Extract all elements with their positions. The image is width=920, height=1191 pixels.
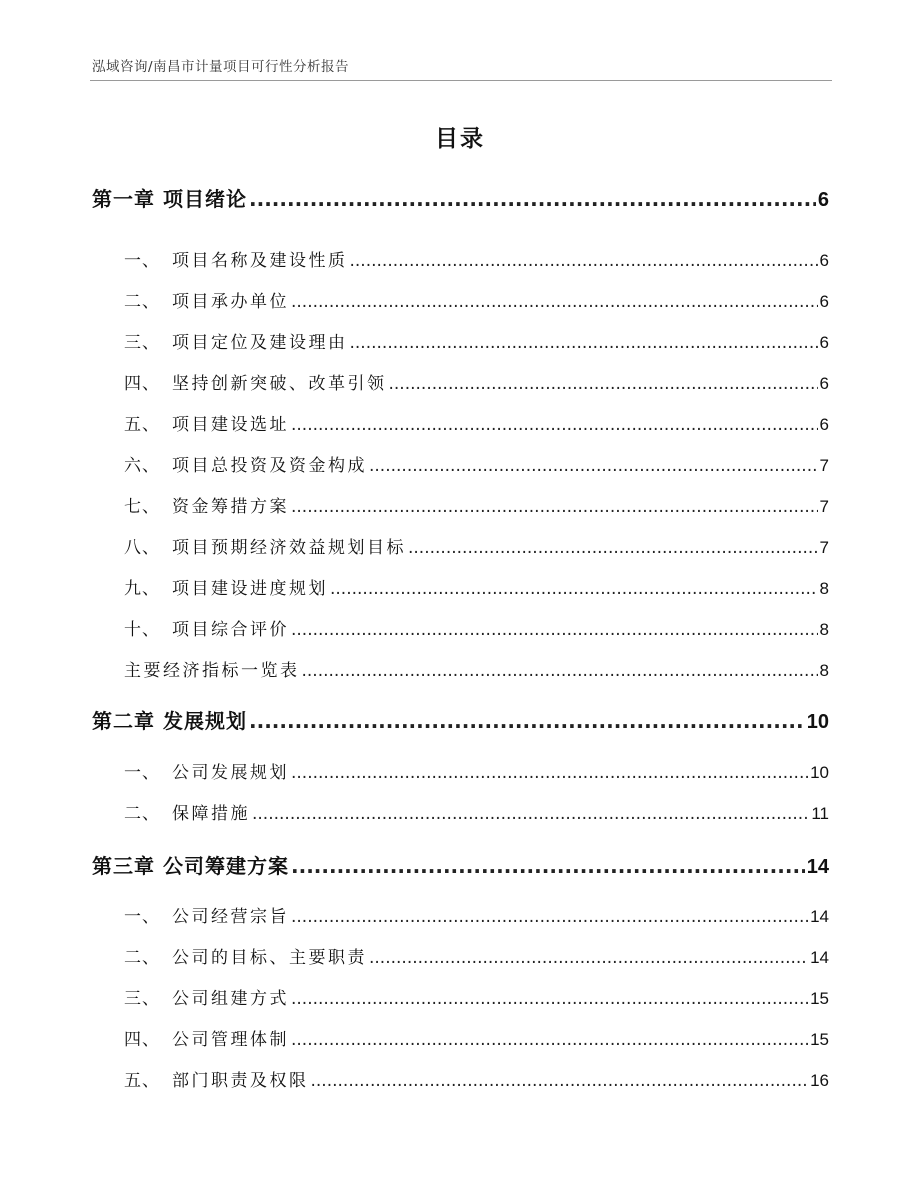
running-header: 泓域咨询/南昌市计量项目可行性分析报告	[92, 59, 350, 75]
toc-page-number: 15	[810, 989, 829, 1008]
toc-section-entry[interactable]	[92, 533, 829, 557]
toc-section-entry[interactable]	[92, 943, 829, 967]
toc-dot-leader	[291, 620, 818, 640]
toc-entry-label: 公司筹建方案	[163, 854, 289, 878]
toc-entry-label: 项目承办单位	[172, 292, 289, 312]
toc-dot-leader	[291, 763, 808, 783]
toc-chapter-entry[interactable]	[92, 705, 829, 733]
toc-page-number: 6	[819, 333, 829, 352]
toc-section-entry[interactable]	[92, 246, 829, 270]
toc-entry-number: 九、	[124, 579, 160, 599]
toc-section-entry[interactable]	[92, 451, 829, 475]
toc-dot-leader	[311, 1071, 809, 1091]
toc-entry-number: 五、	[124, 1071, 160, 1091]
toc-entry-label: 公司经营宗旨	[172, 907, 289, 927]
toc-dot-leader	[291, 989, 808, 1009]
toc-entry-number: 十、	[124, 620, 160, 640]
toc-dot-leader	[369, 948, 808, 968]
toc-entry-number: 第三章	[92, 854, 155, 878]
toc-page-number: 14	[810, 948, 829, 967]
toc-page-number: 14	[806, 856, 829, 878]
toc-entry-number: 三、	[124, 333, 160, 353]
toc-entry-label: 项目名称及建设性质	[172, 251, 348, 271]
toc-entry-label: 公司组建方式	[172, 989, 289, 1009]
toc-entry-number: 二、	[124, 292, 160, 312]
toc-dot-leader	[291, 292, 818, 312]
toc-entry-label: 项目综合评价	[172, 620, 289, 640]
toc-dot-leader	[408, 538, 818, 558]
toc-entry-number: 七、	[124, 497, 160, 517]
toc-entry-number: 二、	[124, 804, 160, 824]
toc-entry-label: 公司管理体制	[172, 1030, 289, 1050]
toc-entry-label: 发展规划	[163, 709, 247, 733]
toc-section-entry[interactable]	[92, 410, 829, 434]
toc-page-number: 10	[806, 711, 829, 733]
toc-entry-number: 六、	[124, 456, 160, 476]
toc-page-number: 8	[819, 620, 829, 639]
toc-entry-label: 公司发展规划	[172, 763, 289, 783]
toc-entry-label: 项目定位及建设理由	[172, 333, 348, 353]
toc-title: 目录	[435, 126, 485, 152]
toc-page-number: 14	[810, 907, 829, 926]
toc-section-entry[interactable]	[92, 984, 829, 1008]
toc-section-entry[interactable]	[92, 1025, 829, 1049]
toc-entry-number: 八、	[124, 538, 160, 558]
toc-entry-number: 四、	[124, 1030, 160, 1050]
table-of-contents	[92, 0, 829, 1191]
toc-page-number: 8	[819, 579, 829, 598]
toc-entry-number: 二、	[124, 948, 160, 968]
toc-section-entry[interactable]	[92, 799, 829, 823]
toc-entry-label: 项目预期经济效益规划目标	[172, 538, 406, 558]
toc-entry-number: 第一章	[92, 187, 155, 211]
toc-dot-leader	[350, 251, 818, 271]
toc-page-number: 6	[819, 415, 829, 434]
toc-dot-leader	[350, 333, 818, 353]
toc-dot-leader	[291, 854, 805, 878]
toc-dot-leader	[291, 1030, 808, 1050]
toc-chapter-entry[interactable]	[92, 850, 829, 878]
toc-page-number: 8	[819, 661, 829, 680]
toc-dot-leader	[291, 497, 818, 517]
toc-entry-label: 项目绪论	[163, 187, 247, 211]
toc-dot-leader	[302, 661, 818, 681]
toc-page-number: 15	[810, 1030, 829, 1049]
toc-entry-label: 保障措施	[172, 804, 250, 824]
toc-entry-label: 项目建设进度规划	[172, 579, 328, 599]
toc-section-entry[interactable]	[92, 1066, 829, 1090]
toc-dot-leader	[389, 374, 818, 394]
toc-section-entry[interactable]	[92, 369, 829, 393]
toc-dot-leader	[291, 907, 808, 927]
toc-page-number: 6	[817, 189, 829, 211]
toc-entry-number: 五、	[124, 415, 160, 435]
toc-entry-label: 坚持创新突破、改革引领	[172, 374, 387, 394]
toc-entry-number: 三、	[124, 989, 160, 1009]
toc-page-number: 7	[819, 497, 829, 516]
toc-entry-label: 部门职责及权限	[172, 1071, 309, 1091]
toc-section-entry[interactable]	[92, 615, 829, 639]
toc-page-number: 16	[810, 1071, 829, 1090]
toc-entry-label: 项目建设选址	[172, 415, 289, 435]
toc-section-entry[interactable]	[92, 574, 829, 598]
toc-dot-leader	[369, 456, 818, 476]
toc-entry-label: 主要经济指标一览表	[124, 661, 300, 681]
toc-dot-leader	[249, 709, 805, 733]
toc-entry-label: 资金筹措方案	[172, 497, 289, 517]
toc-page-number: 6	[819, 374, 829, 393]
toc-entry-number: 一、	[124, 907, 160, 927]
toc-section-entry[interactable]	[92, 492, 829, 516]
toc-section-entry[interactable]	[92, 656, 829, 680]
toc-page-number: 7	[819, 538, 829, 557]
toc-section-entry[interactable]	[92, 287, 829, 311]
toc-dot-leader	[330, 579, 818, 599]
toc-dot-leader	[291, 415, 818, 435]
toc-section-entry[interactable]	[92, 758, 829, 782]
toc-entry-number: 一、	[124, 763, 160, 783]
toc-section-entry[interactable]	[92, 328, 829, 352]
toc-entry-label: 公司的目标、主要职责	[172, 948, 367, 968]
toc-dot-leader	[252, 804, 809, 824]
toc-entry-number: 一、	[124, 251, 160, 271]
toc-page-number: 6	[819, 251, 829, 270]
toc-entry-number: 四、	[124, 374, 160, 394]
toc-page-number: 10	[810, 763, 829, 782]
toc-entry-label: 项目总投资及资金构成	[172, 456, 367, 476]
toc-chapter-entry[interactable]	[92, 183, 829, 211]
toc-page-number: 6	[819, 292, 829, 311]
toc-page-number: 11	[811, 804, 829, 823]
toc-page-number: 7	[819, 456, 829, 475]
toc-entry-number: 第二章	[92, 709, 155, 733]
toc-dot-leader	[249, 187, 816, 211]
toc-section-entry[interactable]	[92, 902, 829, 926]
